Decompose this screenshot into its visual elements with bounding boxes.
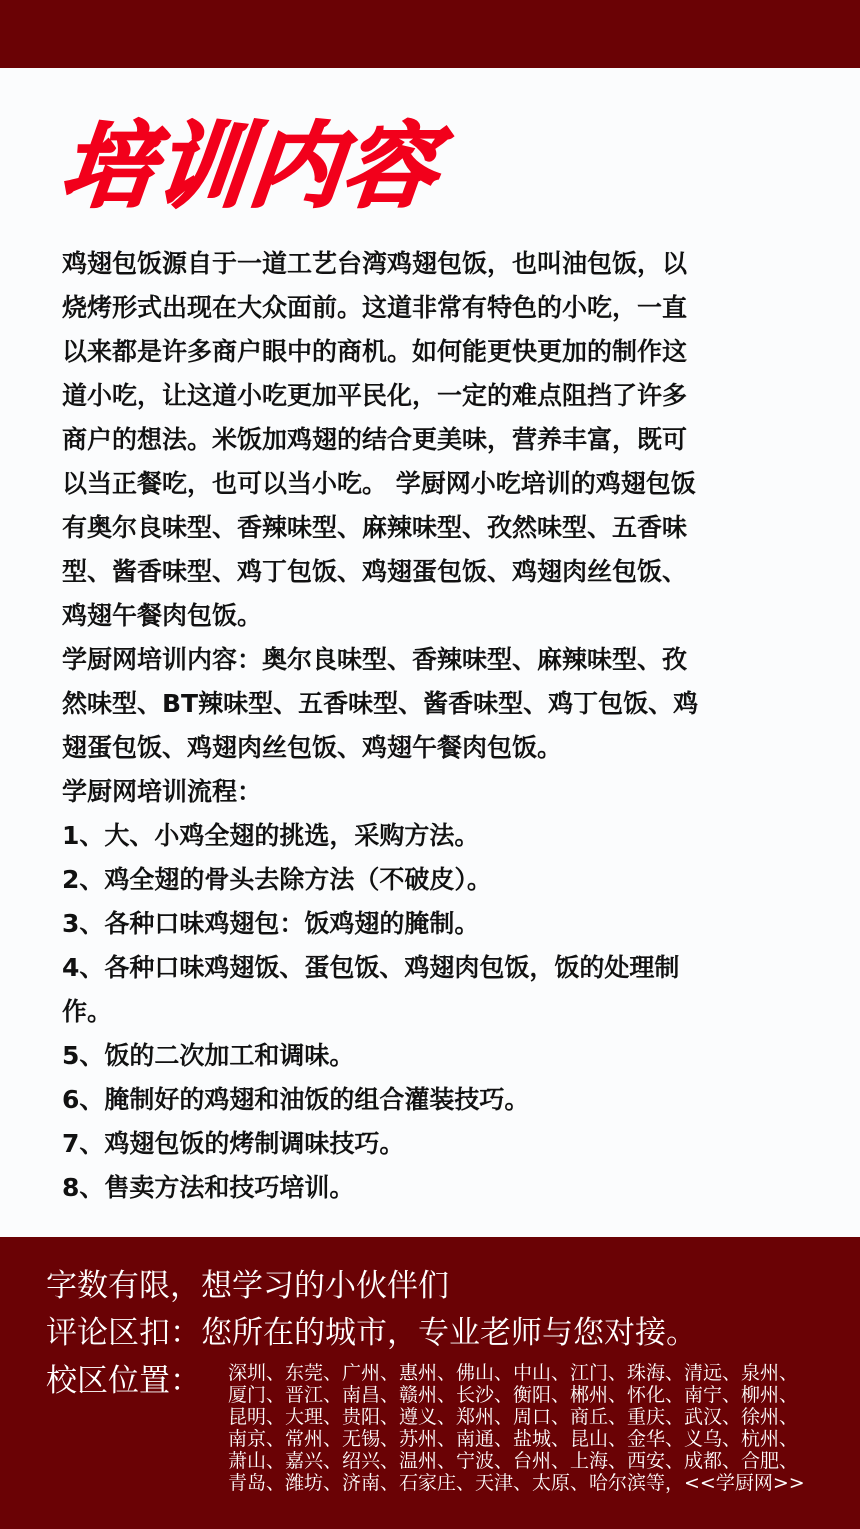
- body-line: 作。: [62, 997, 113, 1026]
- body-line: 道小吃，让这道小吃更加平民化，一定的难点阻挡了许多: [62, 381, 688, 410]
- body-line: 以来都是许多商户眼中的商机。如何能更快更加的制作这: [62, 337, 688, 366]
- city-line: 南京、常州、无锡、苏州、南通、盐城、昆山、金华、义乌、杭州、: [228, 1428, 799, 1450]
- body-line: 翅蛋包饭、鸡翅肉丝包饭、鸡翅午餐肉包饭。: [62, 733, 563, 762]
- body-line: 鸡翅午餐肉包饭。: [62, 601, 263, 630]
- campus-label: 校区位置：: [46, 1363, 201, 1399]
- top-banner: [0, 0, 860, 68]
- city-line: 青岛、潍坊、济南、石家庄、天津、太原、哈尔滨等，<<学厨网>>: [228, 1472, 805, 1494]
- body-line: 2、鸡全翅的骨头去除方法（不破皮）。: [62, 865, 492, 894]
- body-line: 3、各种口味鸡翅包：饭鸡翅的腌制。: [62, 909, 480, 938]
- city-line: 厦门、晋江、南昌、赣州、长沙、衡阳、郴州、怀化、南宁、柳州、: [228, 1384, 799, 1406]
- body-line: 商户的想法。米饭加鸡翅的结合更美味，营养丰富，既可: [62, 425, 688, 454]
- body-line: 烧烤形式出现在大众面前。这道非常有特色的小吃，一直: [62, 293, 688, 322]
- body-line: 1、大、小鸡全翅的挑选，采购方法。: [62, 821, 480, 850]
- body-line: 型、酱香味型、鸡丁包饭、鸡翅蛋包饭、鸡翅肉丝包饭、: [62, 557, 688, 586]
- body-line: 鸡翅包饭源自于一道工艺台湾鸡翅包饭，也叫油包饭，以: [62, 249, 688, 278]
- body-line: 4、各种口味鸡翅饭、蛋包饭、鸡翅肉包饭，饭的处理制: [62, 953, 680, 982]
- body-line: 学厨网培训内容：奥尔良味型、香辣味型、麻辣味型、孜: [62, 645, 688, 674]
- body-text: [62, 242, 802, 1210]
- body-line: 5、饭的二次加工和调味。: [62, 1041, 355, 1070]
- body-line: 6、腌制好的鸡翅和油饭的组合灌装技巧。: [62, 1085, 530, 1114]
- body-line: 以当正餐吃，也可以当小吃。 学厨网小吃培训的鸡翅包饭: [62, 469, 696, 498]
- page-title: 培训内容: [56, 113, 444, 220]
- footer-line-1: 字数有限，想学习的小伙伴们: [46, 1268, 449, 1304]
- footer-line-2: 评论区扣：您所在的城市，专业老师与您对接。: [46, 1315, 697, 1351]
- body-line: 然味型、BT辣味型、五香味型、酱香味型、鸡丁包饭、鸡: [62, 689, 699, 718]
- city-line: 昆明、大理、贵阳、遵义、郑州、周口、商丘、重庆、武汉、徐州、: [228, 1406, 799, 1428]
- body-line: 学厨网培训流程：: [62, 777, 263, 806]
- city-line: 萧山、嘉兴、绍兴、温州、宁波、台州、上海、西安、成都、合肥、: [228, 1450, 799, 1472]
- campus-city-list: [228, 1362, 805, 1494]
- body-line: 8、售卖方法和技巧培训。: [62, 1173, 355, 1202]
- body-line: 7、鸡翅包饭的烤制调味技巧。: [62, 1129, 405, 1158]
- city-line: 深圳、东莞、广州、惠州、佛山、中山、江门、珠海、清远、泉州、: [228, 1362, 799, 1384]
- body-line: 有奥尔良味型、香辣味型、麻辣味型、孜然味型、五香味: [62, 513, 688, 542]
